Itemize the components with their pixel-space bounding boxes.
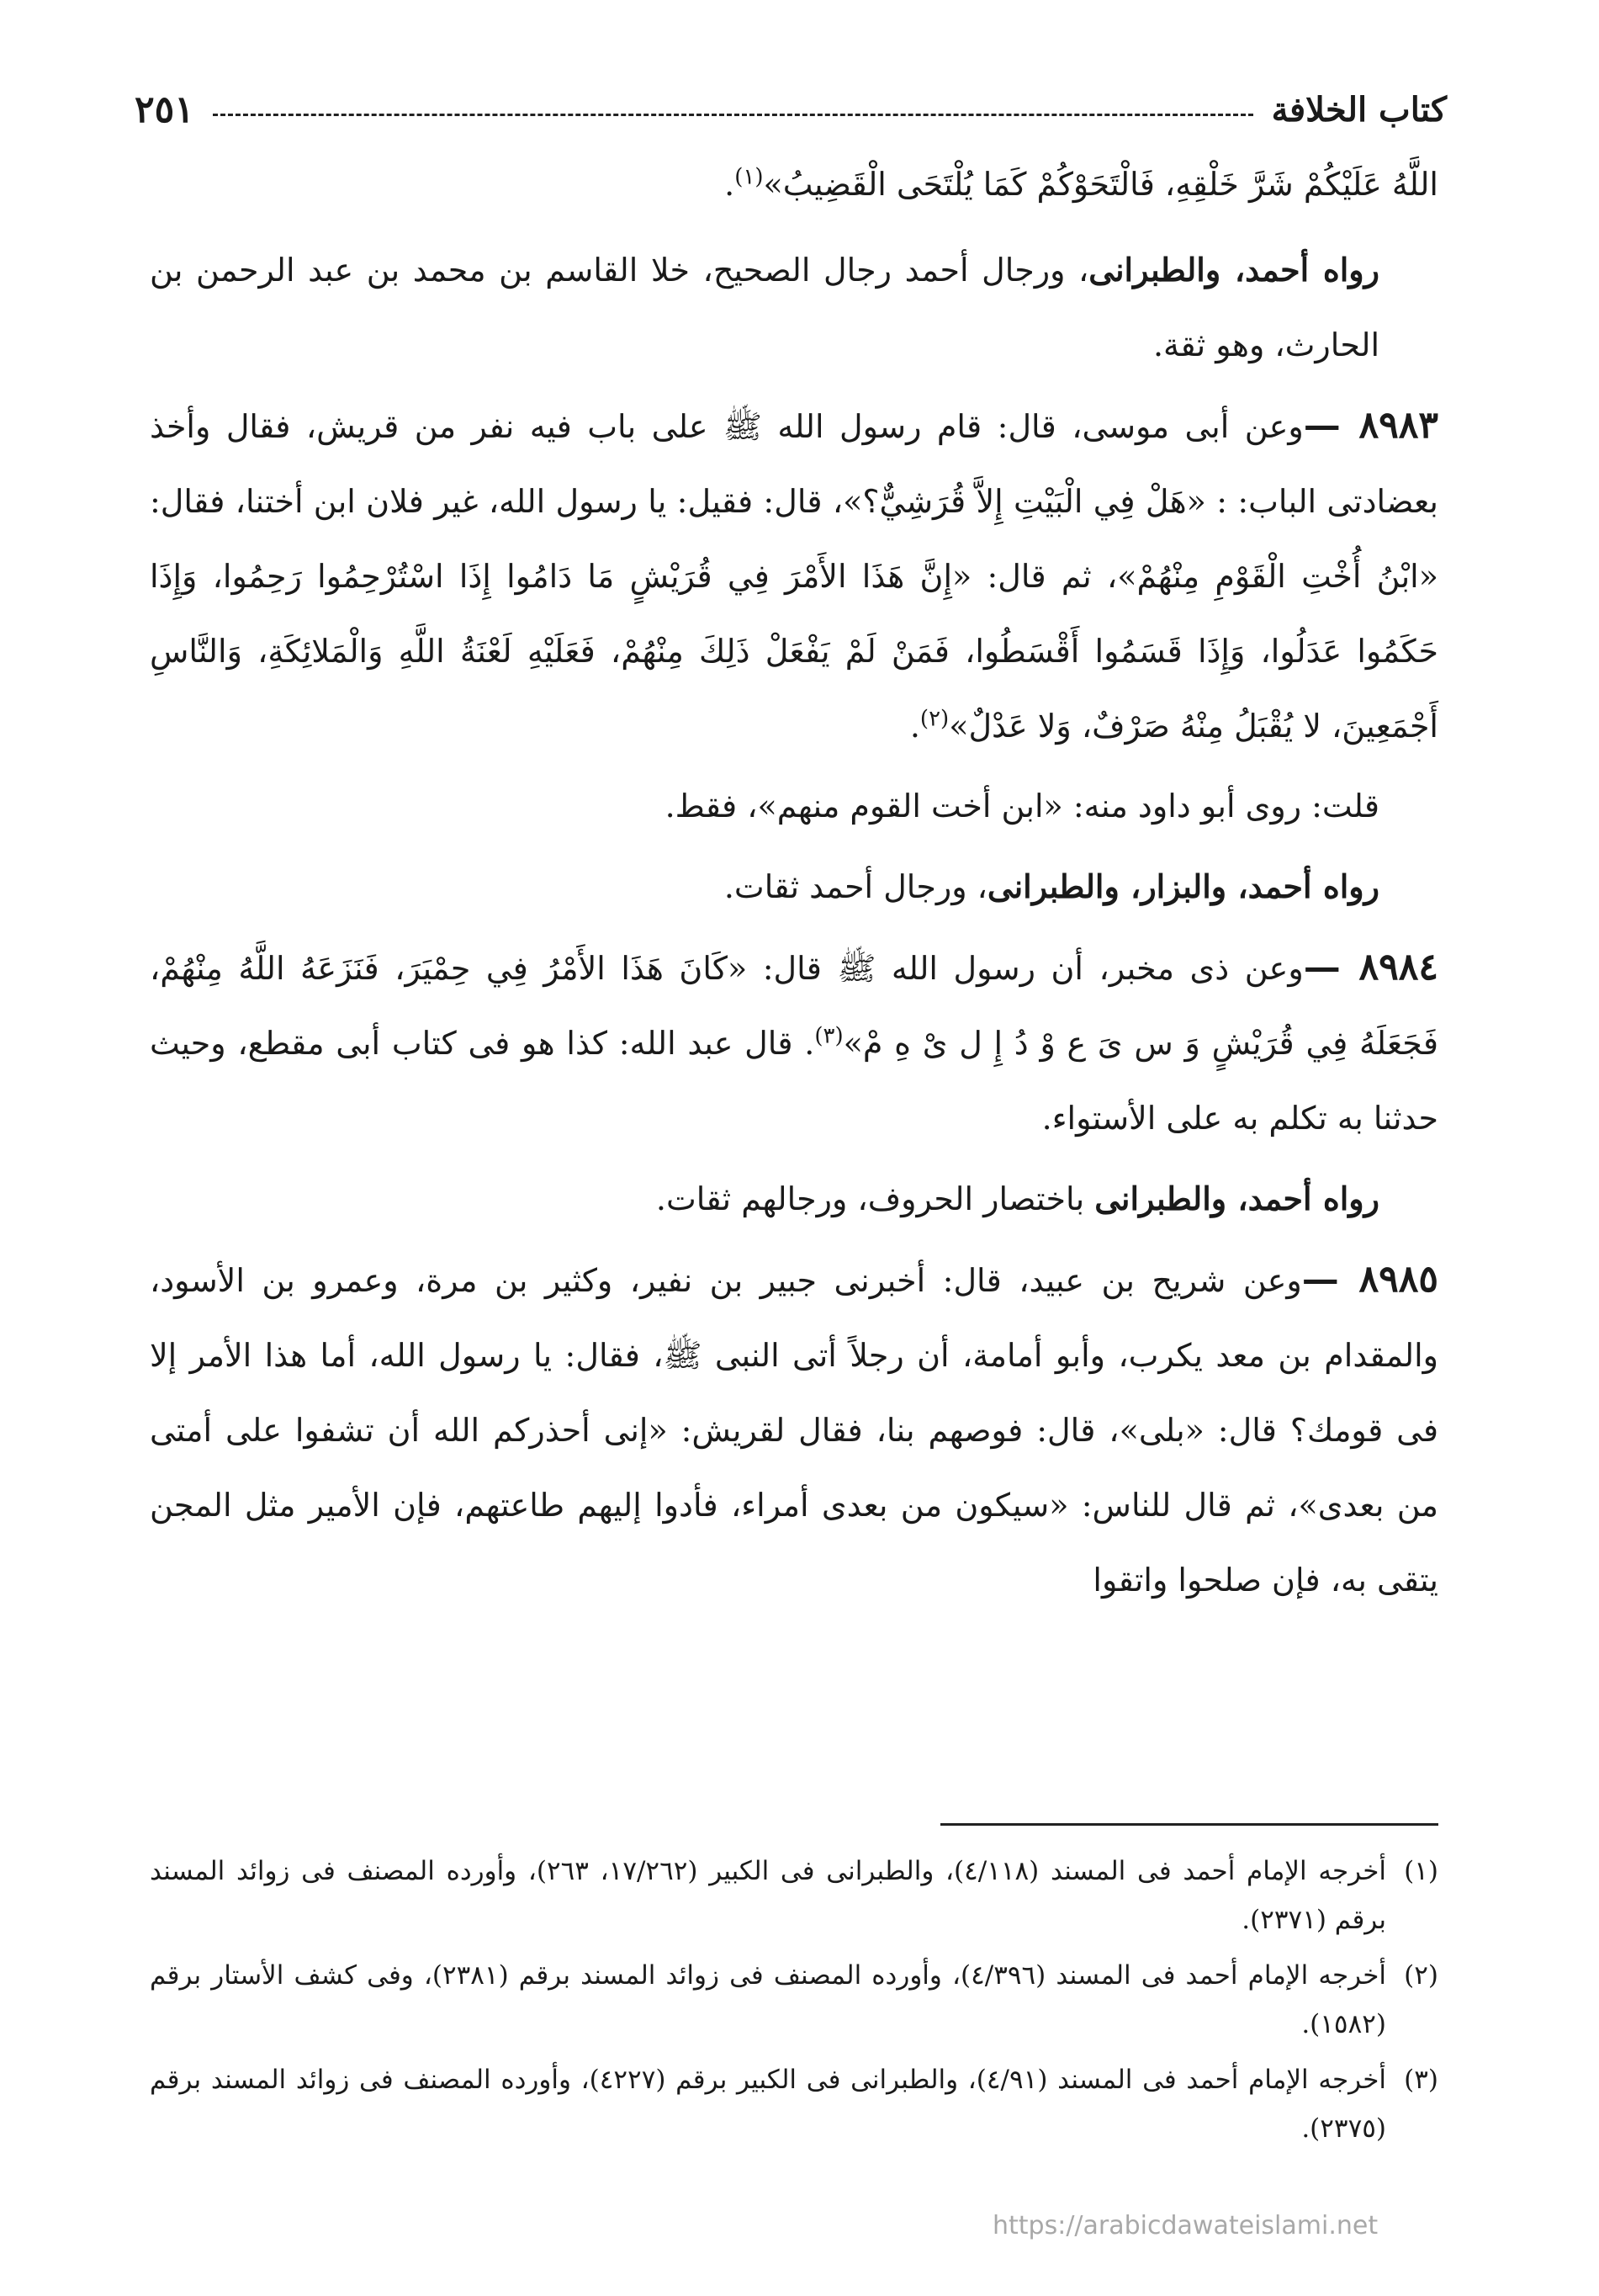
- footnote-number: (٢): [1404, 1960, 1438, 1991]
- hadith-number: ٨٩٨٣ —: [1304, 404, 1438, 447]
- footnote-ref-1: (١): [734, 164, 764, 190]
- footnote-ref-3: (٣): [814, 1023, 844, 1049]
- footnote-3: [150, 2055, 1438, 2153]
- hadith-text: وعن أبى موسى، قال: قام رسول الله ﷺ على باب فيه نفر من قريش، فقال وأخذ بعضادتى الباب: : «هَلْ فِي الْبَيْتِ إِلاَّ قُرَشِيٌّ؟»، قال: فقيل: يا رسول الله، غير فلان ابن أختنا، فقال: «ابْنُ أُخْتِ الْقَوْمِ مِنْهُمْ»، ثم قال: «إِنَّ هَذَا الأَمْرَ فِي قُرَيْشٍ مَا دَامُوا إِذَا اسْتُرْحِمُوا رَحِمُوا، وَإِذَا حَكَمُوا عَدَلُوا، وَإِذَا قَسَمُوا أَقْسَطُوا، فَمَنْ لَمْ يَفْعَلْ ذَلِكَ مِنْهُمْ، فَعَلَيْهِ لَعْنَةُ اللَّهِ وَالْمَلائِكَةِ، وَالنَّاسِ أَجْمَعِينَ، لا يُقْبَلُ مِنْهُ صَرْفٌ، وَلا عَدْلٌ»: [150, 408, 1438, 745]
- source-note-8984: [150, 1161, 1438, 1237]
- footnote-ref-2: (٢): [919, 706, 950, 732]
- footnote-text: أخرجه الإمام أحمد فى المسند (٤/٣٩٦)، وأورده المصنف فى زوائد المسند برقم (٢٣٨١)، وفى كشف الأستار برقم (١٥٨٢).: [150, 1960, 1386, 2039]
- source-rest: ، ورجال أحمد ثقات.: [723, 868, 987, 905]
- continued-end: .: [724, 166, 735, 203]
- page-header: [135, 80, 1447, 139]
- source-note-8983: [150, 849, 1438, 925]
- hadith-number: ٨٩٨٤ —: [1304, 946, 1438, 989]
- header-divider: [213, 114, 1253, 116]
- page-number: ٢٥١: [135, 87, 194, 131]
- footnotes: [150, 1847, 1438, 2160]
- source-bold: رواه أحمد، والطبرانى: [1088, 251, 1380, 289]
- hadith-end: .: [909, 708, 920, 745]
- continued-text: اللَّهُ عَلَيْكُمْ شَرَّ خَلْقِهِ، فَالْتَحَوْكُمْ كَمَا يُلْتَحَى الْقَضِيبُ»: [763, 166, 1438, 203]
- footnote-separator: [940, 1823, 1438, 1826]
- remark-8983: قلت: روى أبو داود منه: «ابن أخت القوم منهم»، فقط.: [664, 787, 1379, 825]
- continued-paragraph: [150, 147, 1438, 222]
- hadith-end: . قال عبد الله: كذا هو فى كتاب أبى مقطع، وحيث حدثنا به تكلم به على الأستواء.: [150, 1025, 1438, 1137]
- hadith-text: وعن شريح بن عبيد، قال: أخبرنى جبير بن نفير، وكثير بن مرة، وعمرو بن الأسود، والمقدام بن معد يكرب، وأبو أمامة، أن رجلاً أتى النبى ﷺ، فقال: يا رسول الله، أما هذا الأمر إلا فى قومك؟ قال: «بلى»، قال: فوصهم بنا، فقال لقريش: «إنى أحذركم الله أن تشفوا على أمتى من بعدى»، ثم قال للناس: «سيكون من بعدى أمراء، فأدوا إليهم طاعتهم، فإن الأمير مثل المجن يتقى به، فإن صلحوا واتقوا: [150, 1262, 1438, 1599]
- source-bold: رواه أحمد، والبزار، والطبرانى: [987, 867, 1379, 905]
- footnote-2: [150, 1951, 1438, 2049]
- watermark-url: https://arabicdawateislami.net: [993, 2211, 1379, 2240]
- footnote-number: (١): [1404, 1856, 1438, 1886]
- hadith-text: وعن ذى مخبر، أن رسول الله ﷺ قال: «كَانَ هَذَا الأَمْرُ فِي حِمْيَرَ، فَنَزَعَهُ اللَّهُ مِنْهُمْ، فَجَعَلَهُ فِي قُرَيْشٍ وَ س یَ ع وْ دُ إِ ل یْ هِ مْ»: [150, 950, 1438, 1062]
- hadith-8983: [150, 388, 1438, 764]
- footnote-number: (٣): [1404, 2065, 1439, 2095]
- footnote-text: أخرجه الإمام أحمد فى المسند (٤/١١٨)، والطبرانى فى الكبير (١٧/٢٦٢، ٢٦٣)، وأورده المصنف فى زوائد المسند برقم (٢٣٧١).: [150, 1856, 1386, 1935]
- hadith-number: ٨٩٨٥ —: [1302, 1258, 1438, 1301]
- hadith-8985: [150, 1242, 1438, 1618]
- source-bold: رواه أحمد، والطبرانى: [1094, 1180, 1379, 1217]
- source-rest: ، ورجال أحمد رجال الصحيح، خلا القاسم بن محمد بن عبد الرحمن بن الحارث، وهو ثقة.: [150, 252, 1379, 363]
- book-title: كتاب الخلافة: [1271, 89, 1447, 130]
- source-rest: باختصار الحروف، ورجالهم ثقات.: [655, 1180, 1095, 1217]
- main-text: [150, 147, 1438, 1623]
- footnote-1: [150, 1847, 1438, 1944]
- footnote-text: أخرجه الإمام أحمد فى المسند (٤/٩١)، والطبرانى فى الكبير برقم (٤٢٢٧)، وأورده المصنف فى زوائد المسند برقم (٢٣٧٥).: [150, 2065, 1387, 2144]
- hadith-8984: [150, 930, 1438, 1156]
- source-note-8982: [150, 232, 1438, 383]
